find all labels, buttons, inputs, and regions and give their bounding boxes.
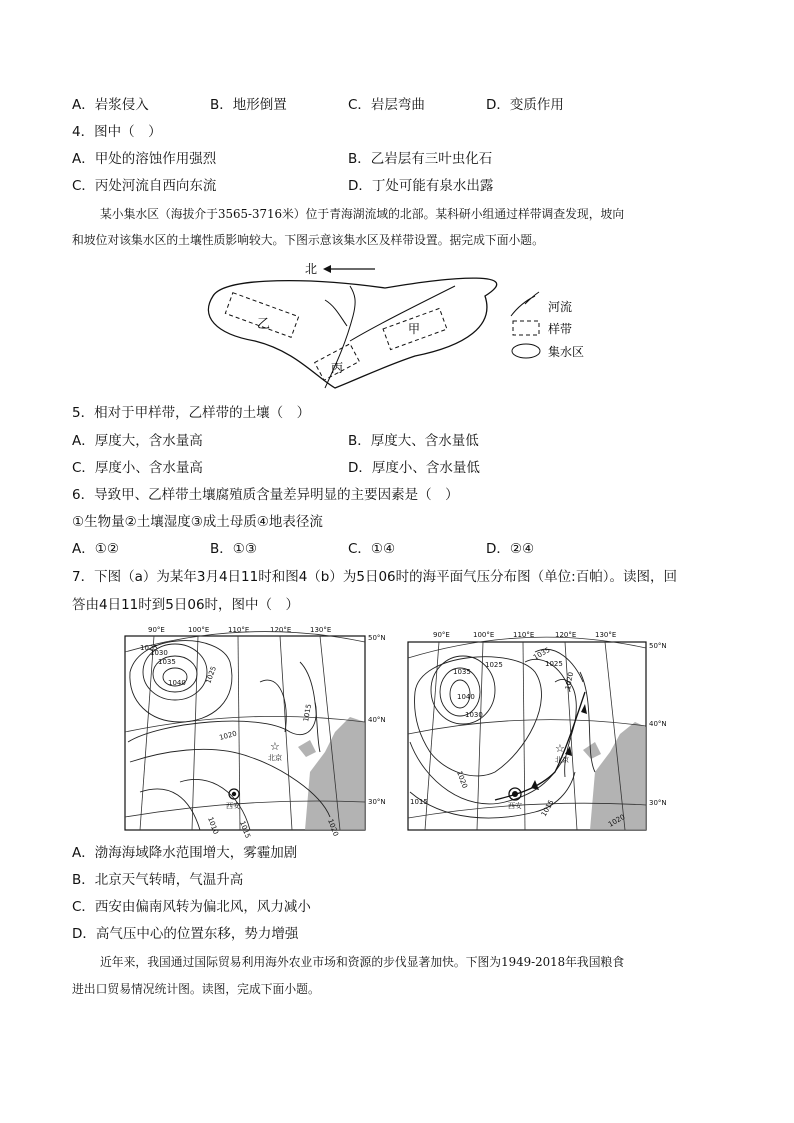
lon-label: 100°E: [473, 631, 495, 639]
isobar: [260, 680, 286, 732]
pressure-map-b: [405, 622, 675, 834]
q4-stem: 4．图中（ ）: [72, 124, 162, 140]
legend-belt-icon: [513, 321, 539, 335]
isobar-label: 1010: [206, 815, 220, 836]
lon-label: 100°E: [188, 626, 210, 634]
lat-line-50: [408, 637, 646, 658]
lon-label: 120°E: [270, 626, 292, 634]
catchment-figure: [195, 256, 605, 396]
xian-marker-dot: [232, 792, 236, 796]
isobar-label: 1035: [532, 645, 552, 662]
q3-option-d: D．变质作用: [486, 97, 564, 113]
q7-stem-line2: 答由4日11时到5日06时，图中（ ）: [72, 597, 300, 613]
q4-option-c: C．丙处河流自西向东流: [72, 178, 217, 194]
q7-option-b: B．北京天气转晴，气温升高: [72, 872, 244, 888]
lat-label: 30°N: [368, 798, 386, 806]
lon-line: [192, 636, 198, 830]
lon-label: 130°E: [595, 631, 617, 639]
q3-option-a: A．岩浆侵入: [72, 97, 149, 113]
passage1-line2: 和坡位对该集水区的土壤性质影响较大。下图示意该集水区及样带设置。据完成下面小题。: [72, 233, 544, 247]
beijing-star-icon: ☆: [555, 742, 565, 755]
legend-belt-label: 样带: [548, 322, 573, 336]
land-sea-shading: [590, 722, 646, 830]
q7-option-a: A．渤海海域降水范围增大，雾霾加剧: [72, 845, 298, 861]
lon-line: [523, 642, 525, 830]
north-label: 北: [305, 262, 318, 276]
lon-line: [477, 642, 483, 830]
q4-option-a: A．甲处的溶蚀作用强烈: [72, 151, 217, 167]
lon-label: 110°E: [513, 631, 535, 639]
xian-label: 西安: [508, 802, 522, 810]
legend-catchment-label: 集水区: [548, 345, 585, 359]
isobar: [140, 789, 200, 830]
isobar-label: 1025: [545, 660, 563, 668]
q6-option-c: C．①④: [348, 541, 396, 557]
isobar-label: 1015: [302, 703, 314, 723]
legend-river-label: 河流: [548, 300, 573, 314]
beijing-star-icon: ☆: [270, 740, 280, 753]
front-triangle-icon: [581, 704, 587, 714]
isobar-label: 1020: [607, 812, 627, 829]
lon-label: 90°E: [148, 626, 165, 634]
isobar-label: 1025: [204, 665, 218, 685]
q4-option-d: D．丁处可能有泉水出露: [348, 178, 494, 194]
q5-option-a: A．厚度大，含水量高: [72, 433, 203, 449]
isobar-label: 1040: [457, 693, 475, 701]
q5-option-b: B．厚度大、含水量低: [348, 433, 479, 449]
isobar-label: 1015: [410, 798, 428, 806]
isobar-label: 1025: [485, 661, 503, 669]
isobar-label: 1020: [326, 817, 340, 838]
legend-catchment-icon: [512, 344, 540, 358]
beijing-label: 北京: [268, 754, 282, 762]
q5-stem: 5．相对于甲样带，乙样带的土壤（ ）: [72, 405, 311, 421]
lon-label: 120°E: [555, 631, 577, 639]
passage2-line2: 进出口贸易情况统计图。读图，完成下面小题。: [72, 982, 320, 996]
q5-option-d: D．厚度小、含水量低: [348, 460, 480, 476]
isobar-label: 1015: [539, 798, 556, 818]
lat-label: 40°N: [368, 716, 386, 724]
q3-option-b: B．地形倒置: [210, 97, 287, 113]
q5-option-c: C．厚度小、含水量高: [72, 460, 203, 476]
passage2-line1: 近年来，我国通过国际贸易利用海外农业市场和资源的步伐显著加快。下图为1949-2018年我国粮食: [100, 955, 625, 969]
isobar-label: 1040: [168, 679, 186, 687]
lon-label: 90°E: [433, 631, 450, 639]
lon-line: [280, 636, 292, 830]
q6-factors: ①生物量②土壤湿度③成土母质④地表径流: [72, 514, 323, 530]
land-sea-shading: [305, 717, 365, 830]
isobar-label: 1035: [158, 658, 176, 666]
lat-label: 30°N: [649, 799, 667, 807]
pressure-map-a: [120, 622, 386, 840]
q6-option-a: A．①②: [72, 541, 119, 557]
isobar-label: 1020: [564, 671, 576, 691]
river-right-branch: [350, 286, 455, 341]
lat-line-40: [408, 720, 646, 734]
legend-river-icon: [511, 292, 539, 316]
passage1-line1: 某小集水区（海拔介于3565-3716米）位于青海湖流域的北部。某科研小组通过样带调查发现，坡向: [100, 207, 625, 221]
isobar-label: 1020: [455, 769, 469, 790]
isobar: [410, 742, 565, 804]
isobar-label: 1030: [150, 649, 168, 657]
isobar-label: 1025: [140, 644, 158, 652]
q4-option-b: B．乙岩层有三叶虫化石: [348, 151, 493, 167]
q6-option-b: B．①③: [210, 541, 257, 557]
q6-stem: 6．导致甲、乙样带土壤腐殖质含量差异明显的主要因素是（ ）: [72, 487, 459, 503]
lat-label: 40°N: [649, 720, 667, 728]
q7-stem-line1: 7．下图（a）为某年3月4日11时和图4（b）为5日06时的海平面气压分布图（单位:百帕）。读图，回: [72, 569, 677, 585]
lon-label: 110°E: [228, 626, 250, 634]
lon-line: [238, 636, 240, 830]
isobar-label: 1015: [238, 819, 252, 840]
label-bing: 丙: [331, 361, 344, 375]
label-jia: 甲: [408, 322, 421, 336]
lat-label: 50°N: [368, 634, 386, 642]
isobar-label: 1020: [218, 729, 238, 742]
q7-option-d: D．高气压中心的位置东移，势力增强: [72, 926, 299, 942]
river-left-branch: [325, 300, 347, 326]
q6-option-d: D．②④: [486, 541, 535, 557]
xian-marker-dot: [512, 791, 518, 797]
north-arrow: [323, 265, 375, 273]
label-yi: 乙: [257, 317, 271, 332]
isobar-label: 1030: [465, 711, 483, 719]
isobar-label: 1035: [453, 668, 471, 676]
q7-option-c: C．西安由偏南风转为偏北风，风力减小: [72, 899, 311, 915]
q3-option-c: C．岩层弯曲: [348, 97, 425, 113]
lat-label: 50°N: [649, 642, 667, 650]
lon-label: 130°E: [310, 626, 332, 634]
lon-line: [140, 636, 154, 830]
xian-label: 西安: [226, 802, 240, 810]
catchment-outline: [208, 278, 496, 388]
sea-coast-shading: [583, 742, 601, 759]
sea-coast-shading: [298, 740, 316, 757]
beijing-label: 北京: [555, 756, 569, 764]
